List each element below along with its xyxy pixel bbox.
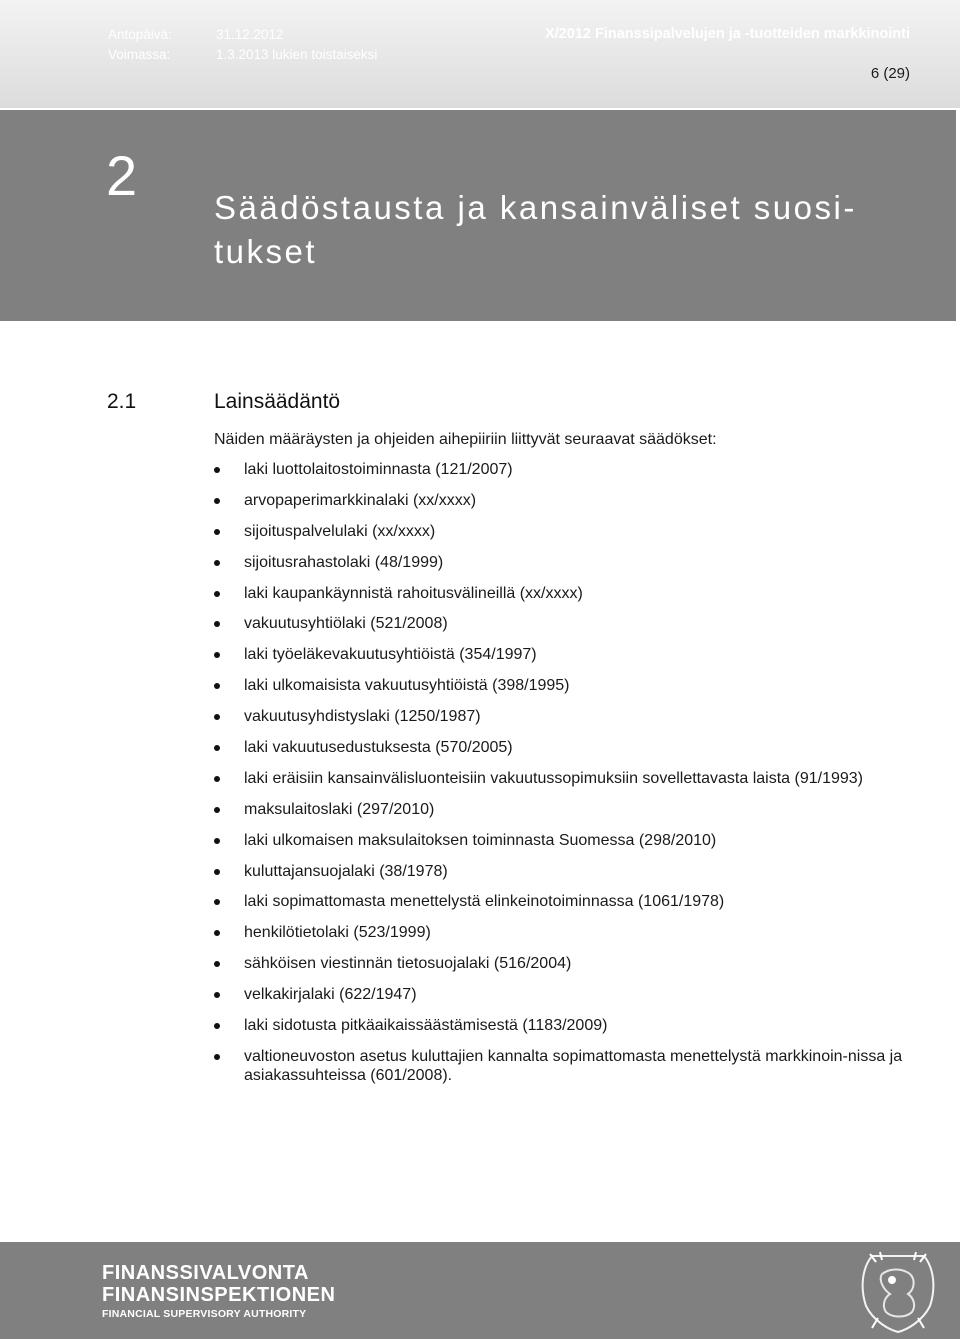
chapter-banner — [0, 110, 956, 321]
law-item — [214, 614, 914, 633]
chapter-number: 2 — [106, 144, 138, 207]
law-text: laki kaupankäynnistä rahoitusvälineillä (xx/xxxx) — [244, 584, 583, 602]
law-text: velkakirjalaki (622/1947) — [244, 986, 417, 1004]
law-item — [214, 985, 914, 1004]
law-item — [214, 862, 914, 881]
law-item — [214, 738, 914, 757]
valid-label: Voimassa: — [108, 47, 171, 62]
bullet-icon — [214, 498, 220, 504]
law-item — [214, 522, 914, 541]
bullet-icon — [214, 560, 220, 566]
document-title: X/2012 Finanssipalvelujen ja -tuotteiden markkinointi — [544, 26, 910, 42]
law-item — [214, 800, 914, 819]
section-heading — [107, 390, 340, 414]
law-text: sijoitusrahastolaki (48/1999) — [244, 553, 444, 571]
law-item — [214, 831, 914, 850]
bullet-icon — [214, 961, 220, 967]
law-item — [214, 553, 914, 572]
law-item — [214, 460, 914, 479]
bullet-icon — [214, 529, 220, 535]
law-item — [214, 923, 914, 942]
bullet-icon — [214, 745, 220, 751]
bullet-icon — [214, 1023, 220, 1029]
law-text: arvopaperimarkkinalaki (xx/xxxx) — [244, 491, 477, 509]
law-text: laki sidotusta pitkäaikaissäästämisestä (1183/2009) — [244, 1017, 608, 1035]
law-item — [214, 676, 914, 695]
logo-text-sv: FINANSINSPEKTIONEN — [102, 1284, 336, 1306]
law-text: sijoituspalvelulaki (xx/xxxx) — [244, 522, 436, 540]
bullet-icon — [214, 869, 220, 875]
law-item — [214, 1047, 914, 1085]
bullet-icon — [214, 467, 220, 473]
bullet-icon — [214, 591, 220, 597]
law-item — [214, 584, 914, 603]
bullet-icon — [214, 1054, 220, 1060]
lion-coat-of-arms-icon — [852, 1248, 944, 1336]
chapter-title: Säädöstausta ja kansainväliset suosi-tukset — [214, 189, 857, 270]
law-list — [214, 460, 914, 1097]
section-title: Lainsäädäntö — [214, 390, 341, 413]
logo-text-en: FINANCIAL SUPERVISORY AUTHORITY — [102, 1308, 307, 1320]
published-label: Antopäivä: — [108, 27, 172, 42]
bullet-icon — [214, 621, 220, 627]
law-item — [214, 954, 914, 973]
bullet-icon — [214, 838, 220, 844]
bullet-icon — [214, 899, 220, 905]
page-number: 6 (29) — [870, 65, 910, 82]
law-text: kuluttajansuojalaki (38/1978) — [244, 862, 448, 880]
law-text: laki työeläkevakuutusyhtiöistä (354/1997) — [244, 646, 537, 664]
law-text: henkilötietolaki (523/1999) — [244, 924, 431, 942]
section-number: 2.1 — [107, 390, 137, 413]
law-text: laki luottolaitostoiminnasta (121/2007) — [244, 461, 513, 478]
law-text: valtioneuvoston asetus kuluttajien kannalta sopimattomasta menettelystä markkinoin-nissa ja asiakassuhteissa (601/2008). — [244, 1047, 903, 1084]
bullet-icon — [214, 992, 220, 998]
bullet-icon — [214, 683, 220, 689]
law-text: laki vakuutusedustuksesta (570/2005) — [244, 739, 513, 757]
law-item — [214, 769, 914, 788]
document-header — [0, 0, 960, 108]
law-text: laki eräisiin kansainvälisluonteisiin vakuutussopimuksiin sovellettavasta laista (91/1993) — [244, 769, 863, 787]
law-text: maksulaitoslaki (297/2010) — [244, 800, 435, 818]
law-text: laki ulkomaisen maksulaitoksen toiminnasta Suomessa (298/2010) — [244, 831, 717, 849]
law-item — [214, 707, 914, 726]
valid-value: 1.3.2013 lukien toistaiseksi — [216, 47, 378, 62]
footer-banner — [0, 1242, 960, 1339]
bullet-icon — [214, 714, 220, 720]
published-date: 31.12.2012 — [216, 27, 284, 42]
law-text: laki ulkomaisista vakuutusyhtiöistä (398/1995) — [244, 677, 570, 695]
law-item — [214, 645, 914, 664]
law-text: vakuutusyhtiölaki (521/2008) — [244, 615, 448, 633]
law-text: sähköisen viestinnän tietosuojalaki (516/2004) — [244, 955, 572, 973]
bullet-icon — [214, 652, 220, 658]
law-text: laki sopimattomasta menettelystä elinkeinotoiminnassa (1061/1978) — [244, 893, 725, 911]
law-item — [214, 1016, 914, 1035]
law-item — [214, 892, 914, 911]
logo-text-fi: FINANSSIVALVONTA — [102, 1262, 309, 1284]
bullet-icon — [214, 776, 220, 782]
law-item — [214, 491, 914, 510]
intro-paragraph: Näiden määräysten ja ohjeiden aihepiiriin liittyvät seuraavat säädökset: — [214, 431, 717, 448]
bullet-icon — [214, 807, 220, 813]
bullet-icon — [214, 930, 220, 936]
law-text: vakuutusyhdistyslaki (1250/1987) — [244, 708, 481, 726]
